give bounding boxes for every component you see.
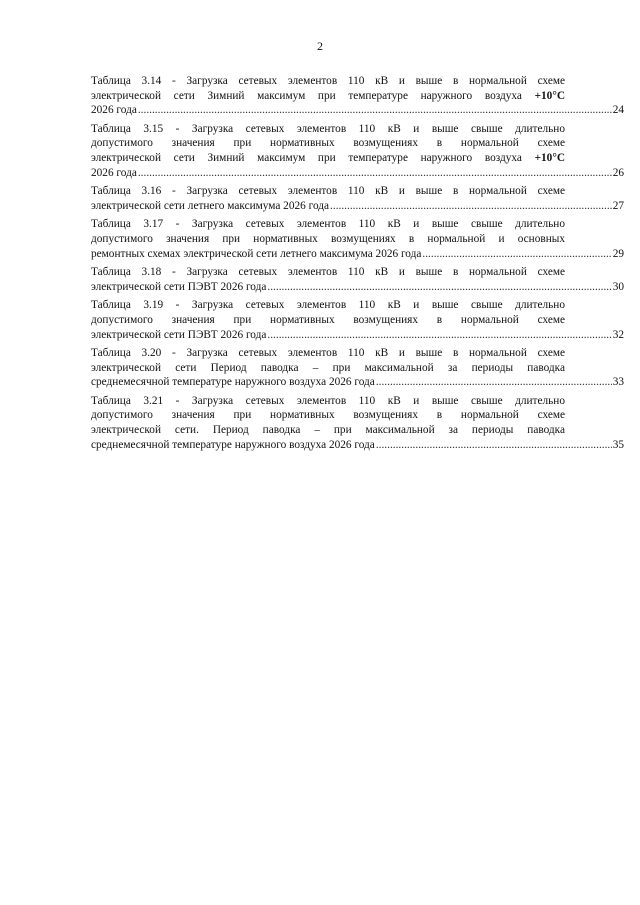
toc-entry-line: электрической сети Период паводка – при максимальной за периоды паводка [91,361,565,374]
toc-entry-line: Таблица 3.16 - Загрузка сетевых элементов 110 кВ и выше в нормальной схеме [91,185,565,198]
toc-entry-text: ремонтных схемах электрической сети летнего максимума 2026 года [91,247,422,260]
toc-page-number: 33 [612,376,624,389]
toc-entry[interactable] [91,265,624,294]
toc-entry-line: допустимого значения при нормативных возмущениях в нормальной схеме [91,313,565,326]
toc-entry-line: Таблица 3.15 - Загрузка сетевых элементов 110 кВ и выше свыше длительно [91,122,565,135]
toc-entry[interactable] [91,74,624,118]
toc-entry-line: Таблица 3.21 - Загрузка сетевых элементов 110 кВ и выше свыше длительно [91,394,565,407]
toc-entry-last-line [91,199,624,214]
toc-entry-text: среднемесячной температуре наружного воздуха 2026 года [91,438,375,451]
dot-leader [138,103,612,118]
toc-entry-line: допустимого значения при нормативных возмущениях в нормальной и основных [91,232,565,245]
toc-entry-text: электрической сети Зимний максимум при температуре наружного воздуха [91,89,522,102]
dot-leader [330,199,612,214]
toc-entry[interactable] [91,298,624,342]
toc-page-number: 27 [612,199,624,212]
toc-entry-line: Таблица 3.19 - Загрузка сетевых элементов 110 кВ и выше свыше длительно [91,299,565,312]
dot-leader [422,247,611,262]
toc-entry-last-line [91,103,624,118]
toc-entry-line: допустимого значения при нормативных возмущениях в нормальной схеме [91,409,565,422]
toc-page-number: 30 [612,280,624,293]
toc-entry[interactable] [91,217,624,261]
dot-leader [376,438,612,453]
toc-entry-temperature: +10°C [534,151,565,164]
toc-entry-text: электрической сети ПЭВТ 2026 года [91,328,267,341]
toc-page-number: 35 [612,438,624,451]
toc-entry[interactable] [91,122,624,180]
toc-entry-text: 2026 года [91,166,137,179]
toc-entry-text: среднемесячной температуре наружного воздуха 2026 года [91,376,375,389]
toc-entry-last-line [91,247,624,262]
toc-entry-text: электрической сети Зимний максимум при температуре наружного воздуха [91,151,522,164]
toc-entry-line: электрической сети. Период паводка – при максимальной за периоды паводка [91,424,565,437]
dot-leader [138,166,612,181]
table-of-contents [91,74,624,456]
toc-entry[interactable] [91,184,624,213]
page-number: 2 [317,39,323,53]
toc-entry[interactable] [91,346,624,390]
toc-entry-last-line [91,438,624,453]
toc-entry-last-line [91,166,624,181]
toc-entry-line: Таблица 3.20 - Загрузка сетевых элементов 110 кВ и выше в нормальной схеме [91,347,565,360]
toc-entry[interactable] [91,394,624,452]
toc-page-number: 24 [612,104,624,117]
toc-page-number: 29 [612,247,624,260]
toc-entry-last-line [91,375,624,390]
toc-entry-line: допустимого значения при нормативных возмущениях в нормальной схеме [91,137,565,150]
toc-entry-line: Таблица 3.17 - Загрузка сетевых элементов 110 кВ и выше свыше длительно [91,218,565,231]
toc-entry-line [91,151,565,166]
dot-leader [267,328,611,343]
dot-leader [376,375,612,390]
toc-entry-text: электрической сети ПЭВТ 2026 года [91,280,267,293]
toc-entry-text: 2026 года [91,104,137,117]
toc-entry-line [91,89,565,104]
toc-page-number: 26 [612,166,624,179]
toc-entry-text: электрической сети летнего максимума 2026 года [91,199,330,212]
toc-entry-line: Таблица 3.18 - Загрузка сетевых элементов 110 кВ и выше в нормальной схеме [91,266,565,279]
toc-entry-last-line [91,328,624,343]
toc-entry-last-line [91,280,624,295]
dot-leader [267,280,611,295]
toc-entry-temperature: +10°C [534,89,565,102]
toc-page-number: 32 [612,328,624,341]
toc-entry-line: Таблица 3.14 - Загрузка сетевых элементов 110 кВ и выше в нормальной схеме [91,75,565,87]
